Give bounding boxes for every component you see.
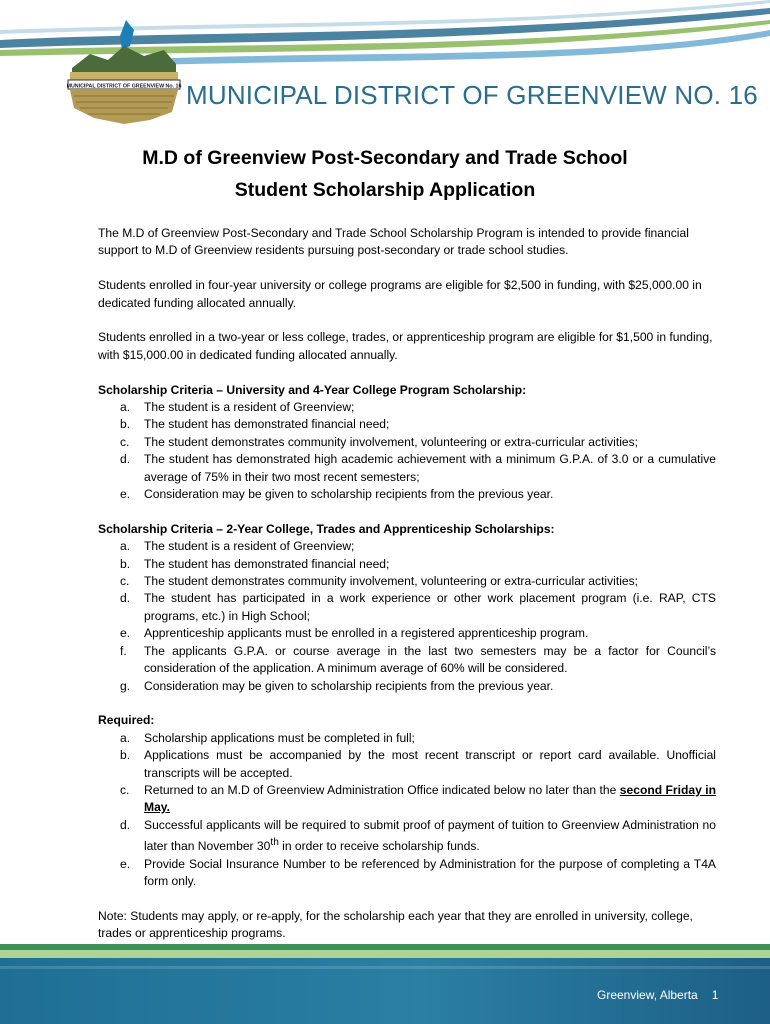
intro-paragraph-1: The M.D of Greenview Post-Secondary and Trade School Scholarship Program is intended to provide financial support to M.D of Greenview residents pursuing post-secondary or trade school studies. <box>98 226 689 258</box>
list-marker: f. <box>120 643 127 658</box>
required-heading: Required: <box>98 713 155 728</box>
university-criteria-list <box>98 399 716 503</box>
list-text: Provide Social Insurance Number to be referenced by Administration for the purpose of completing a T4A form only. <box>144 856 716 888</box>
list-marker: a. <box>120 730 131 745</box>
list-item <box>98 730 716 747</box>
footer <box>597 988 718 1002</box>
list-marker: c. <box>120 782 130 797</box>
list-text-after: in order to receive scholarship funds. <box>278 839 480 854</box>
list-marker: e. <box>120 626 131 641</box>
list-marker: b. <box>120 748 131 763</box>
list-text: The student has participated in a work experience or other work placement program (i.e. RAP, CTS programs, etc.) in High School; <box>144 591 716 623</box>
university-criteria-heading: Scholarship Criteria – University and 4-Year College Program Scholarship: <box>98 382 527 397</box>
list-text: The student has demonstrated financial need; <box>144 417 390 432</box>
municipal-district-logo <box>64 16 182 128</box>
list-item <box>98 856 716 891</box>
footer-location: Greenview, Alberta <box>597 988 698 1002</box>
list-item <box>98 556 716 573</box>
list-item <box>98 678 716 695</box>
list-text: Scholarship applications must be completed in full; <box>144 730 415 745</box>
list-text-wrapper <box>144 782 716 817</box>
list-text: The student demonstrates community involvement, volunteering or extra-curricular activities; <box>144 434 639 449</box>
list-item <box>98 416 716 433</box>
list-item <box>98 399 716 416</box>
organization-title: MUNICIPAL DISTRICT OF GREENVIEW NO. 16 <box>186 80 758 110</box>
note-paragraph: Note: Students may apply, or re-apply, for the scholarship each year that they are enrolled in university, college, trades or apprenticeship programs. <box>98 908 693 941</box>
document-title <box>0 142 770 206</box>
list-text: Consideration may be given to scholarship recipients from the previous year. <box>144 487 554 502</box>
page-number: 1 <box>711 988 719 1002</box>
list-item <box>98 747 716 782</box>
list-item <box>98 590 716 625</box>
title-line-1: M.D of Greenview Post-Secondary and Trade School <box>142 147 628 169</box>
list-text: The student demonstrates community involvement, volunteering or extra-curricular activities; <box>144 574 639 589</box>
list-text: The student is a resident of Greenview; <box>144 539 355 554</box>
list-item <box>98 782 716 817</box>
list-marker: d. <box>120 591 131 606</box>
list-text: Returned to an M.D of Greenview Administration Office indicated below no later than the <box>144 782 620 797</box>
list-marker: d. <box>120 817 131 832</box>
logo-caption: MUNICIPAL DISTRICT OF GREENVIEW No. 16 <box>66 83 182 90</box>
list-text: Consideration may be given to scholarship recipients from the previous year. <box>144 678 554 693</box>
list-item <box>98 434 716 451</box>
list-item <box>98 451 716 486</box>
list-text: The student has demonstrated financial need; <box>144 556 390 571</box>
list-text: Applications must be accompanied by the most recent transcript or report card available. Unofficial transcripts will be accepted. <box>144 748 716 780</box>
list-text: Successful applicants will be required to submit proof of payment of tuition to Greenview Administration no later than November 30 <box>144 817 716 854</box>
list-item <box>98 573 716 590</box>
list-text: Apprenticeship applicants must be enrolled in a registered apprenticeship program. <box>144 626 589 641</box>
list-item <box>98 817 716 856</box>
footer-bar-graphic <box>0 944 770 1024</box>
list-marker: a. <box>120 400 131 415</box>
list-marker: a. <box>120 539 131 554</box>
list-marker: c. <box>120 434 130 449</box>
list-marker: d. <box>120 452 131 467</box>
document-body <box>98 225 716 960</box>
list-item <box>98 486 716 503</box>
list-item <box>98 538 716 555</box>
list-marker: g. <box>120 678 131 693</box>
list-text: The student has demonstrated high academic achievement with a minimum G.P.A. of 3.0 or a cumulative average of 75% in their two most recent semesters; <box>144 452 716 484</box>
intro-paragraph-3: Students enrolled in a two-year or less college, trades, or apprenticeship program are eligible for $1,500 in funding, with $15,000.00 in dedicated funding allocated annually. <box>98 330 713 362</box>
required-list <box>98 730 716 891</box>
intro-paragraph-2: Students enrolled in four-year university or college programs are eligible for $2,500 in funding, with $25,000.00 in dedicated funding allocated annually. <box>98 278 702 310</box>
trades-criteria-heading: Scholarship Criteria – 2-Year College, Trades and Apprenticeship Scholarships: <box>98 521 555 536</box>
trades-criteria-list <box>98 538 716 695</box>
list-text-wrapper <box>144 817 716 856</box>
list-marker: e. <box>120 856 131 871</box>
list-item <box>98 643 716 678</box>
list-marker: b. <box>120 417 131 432</box>
list-marker: b. <box>120 556 131 571</box>
list-item <box>98 625 716 642</box>
title-line-2: Student Scholarship Application <box>234 179 536 201</box>
list-text: The student is a resident of Greenview; <box>144 400 355 415</box>
list-text: The applicants G.P.A. or course average in the last two semesters may be a factor for Council’s consideration of the application. A minimum average of 60% will be considered. <box>144 643 716 676</box>
list-marker: e. <box>120 487 131 502</box>
deadline-emphasis: second Friday in May. <box>144 782 716 815</box>
ordinal-superscript: th <box>270 837 279 849</box>
list-marker: c. <box>120 574 130 589</box>
